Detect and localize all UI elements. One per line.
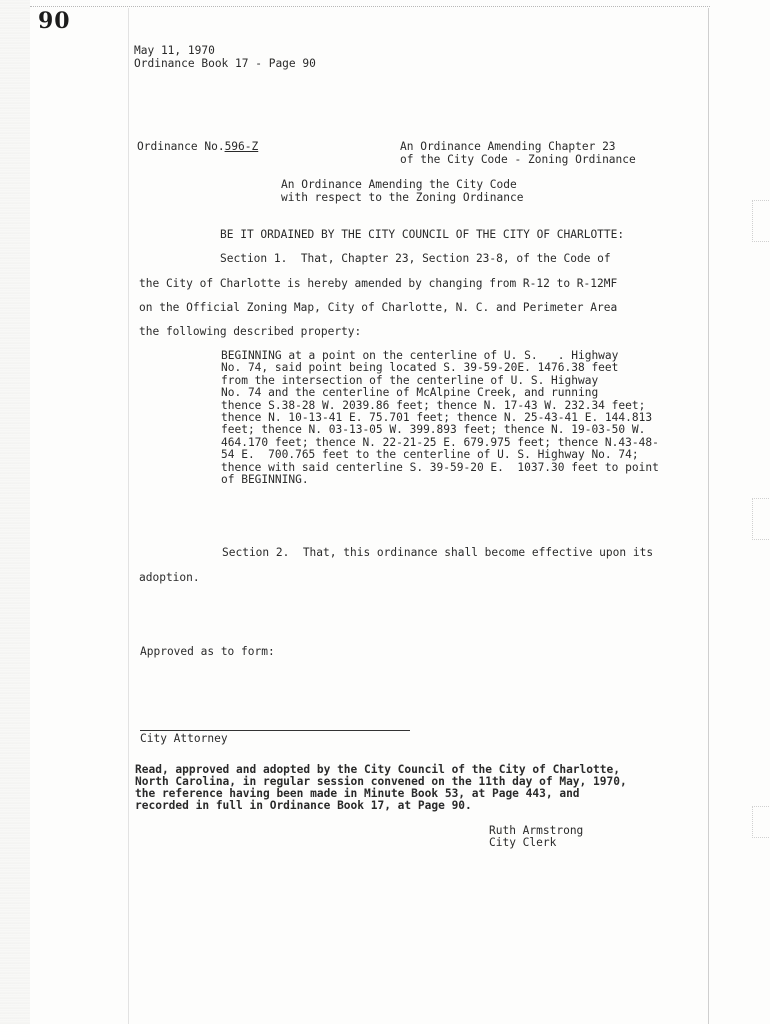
description-line: of BEGINNING.	[221, 473, 309, 487]
description-line: 464.170 feet; thence N. 22-21-25 E. 679.975 feet; thence N.43-48-	[221, 435, 659, 449]
city-attorney-label: City Attorney	[140, 732, 228, 745]
property-description	[221, 350, 659, 486]
section2-line: Section 2. That, this ordinance shall become effective upon its	[222, 546, 654, 559]
right-margin-line	[708, 8, 709, 1024]
page-number: 90	[38, 8, 71, 34]
clerk-name: Ruth Armstrong	[489, 824, 584, 837]
ordinance-number-value: 596-Z	[224, 140, 259, 153]
header-date: May 11, 1970	[134, 44, 215, 57]
description-line: No. 74 and the centerline of McAlpine Creek, and running	[221, 386, 599, 400]
approved-as-to-form: Approved as to form:	[140, 645, 275, 658]
clerk-title: City Clerk	[489, 836, 557, 849]
description-line: BEGINNING at a point on the centerline of U. S. . Highway	[221, 349, 619, 362]
ordinance-title-right-1: An Ordinance Amending Chapter 23	[400, 140, 616, 153]
description-line: thence with said centerline S. 39-59-20 E. 1037.30 feet to point	[221, 460, 659, 474]
scan-mark	[752, 498, 769, 540]
header-book-page: Ordinance Book 17 - Page 90	[134, 57, 316, 70]
scan-mark	[752, 806, 769, 838]
adoption-line: the reference having been made in Minute Book 53, at Page 443, and	[135, 787, 580, 800]
ordinance-title-center-2: with respect to the Zoning Ordinance	[281, 191, 524, 204]
ordinance-title-center-1: An Ordinance Amending the City Code	[281, 178, 517, 191]
scan-edge	[0, 0, 30, 1024]
ordinance-number	[137, 141, 258, 154]
section1-line: the City of Charlotte is hereby amended by changing from R-12 to R-12MF	[139, 277, 618, 290]
description-line: thence S.38-28 W. 2039.86 feet; thence N. 17-43 W. 232.34 feet;	[221, 398, 646, 412]
ordained-clause: BE IT ORDAINED BY THE CITY COUNCIL OF THE CITY OF CHARLOTTE:	[220, 228, 625, 241]
description-line: No. 74, said point being located S. 39-59-20E. 1476.38 feet	[221, 361, 619, 375]
adoption-line: recorded in full in Ordinance Book 17, at Page 90.	[135, 799, 472, 812]
description-line: from the intersection of the centerline of U. S. Highway	[221, 373, 599, 387]
signature-line	[140, 730, 410, 731]
section1-line: on the Official Zoning Map, City of Charlotte, N. C. and Perimeter Area	[139, 301, 618, 314]
section2-line: adoption.	[139, 571, 200, 584]
description-line: thence N. 10-13-41 E. 75.701 feet; thence N. 25-43-41 E. 144.813	[221, 411, 653, 425]
section1-line: Section 1. That, Chapter 23, Section 23-8, of the Code of	[220, 252, 611, 265]
left-margin-line	[128, 8, 129, 1024]
adoption-line: North Carolina, in regular session convened on the 11th day of May, 1970,	[135, 775, 627, 788]
ordinance-number-label: Ordinance No.	[137, 140, 225, 153]
description-line: feet; thence N. 03-13-05 W. 399.893 feet; thence N. 19-03-50 W.	[221, 423, 646, 437]
adoption-line: Read, approved and adopted by the City Council of the City of Charlotte,	[135, 763, 620, 776]
ordinance-title-right-2: of the City Code - Zoning Ordinance	[400, 153, 636, 166]
scan-mark	[752, 200, 769, 242]
section1-line: the following described property:	[139, 325, 362, 338]
top-rule	[30, 6, 710, 7]
description-line: 54 E. 700.765 feet to the centerline of U. S. Highway No. 74;	[221, 448, 639, 462]
